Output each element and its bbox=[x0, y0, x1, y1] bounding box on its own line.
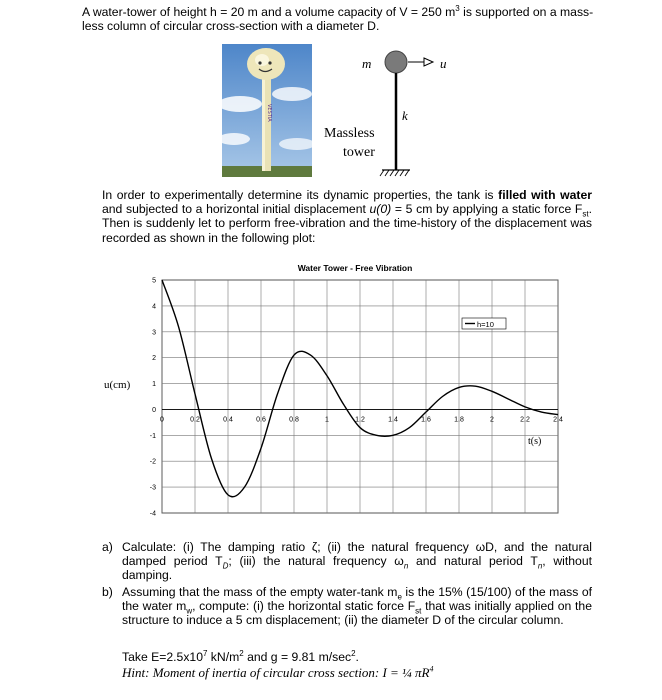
y-tick-label: -1 bbox=[149, 432, 156, 440]
problem-intro: A water-tower of height h = 20 m and a volume capacity of V = 250 $m^3$ is supported on a mass-less column of circular cross-section with a diameter D. bbox=[82, 3, 594, 34]
lumped-mass bbox=[385, 51, 407, 73]
displacement-label: u bbox=[440, 56, 447, 71]
x-tick-label: 1.4 bbox=[388, 416, 398, 424]
y-tick-label: -4 bbox=[149, 510, 156, 518]
water-tower-photo bbox=[222, 44, 312, 177]
y-tick-label: 2 bbox=[152, 355, 156, 363]
y-tick-label: -2 bbox=[149, 458, 156, 466]
chart-grid bbox=[162, 280, 558, 513]
x-tick-label: 2.2 bbox=[520, 416, 530, 424]
massless-label: Massless bbox=[324, 126, 375, 141]
y-tick-label: -3 bbox=[149, 484, 156, 492]
x-tick-label: 2 bbox=[490, 416, 494, 424]
sdof-diagram bbox=[320, 44, 470, 184]
x-tick-label: 0.2 bbox=[190, 416, 200, 424]
x-tick-label: 0.4 bbox=[223, 416, 233, 424]
y-axis-label: u(cm) bbox=[104, 379, 131, 391]
x-tick-label: 0.6 bbox=[256, 416, 266, 424]
photo-caption: VESTIA bbox=[266, 104, 272, 122]
question-b-label: b) bbox=[102, 585, 113, 599]
chart-title: Water Tower - Free Vibration bbox=[297, 263, 413, 273]
x-tick-label: 2.4 bbox=[553, 416, 563, 424]
x-axis-label: t(s) bbox=[528, 436, 542, 447]
y-tick-label: 5 bbox=[152, 277, 156, 285]
x-tick-label: 0 bbox=[160, 416, 164, 424]
stiffness-label: k bbox=[402, 108, 408, 123]
given-constants: Take $E=2.5x10^7$ $kN/m^2$ and g = 9.81 $m/\sec^2$. bbox=[122, 648, 359, 664]
hint-text: Hint: Moment of inertia of circular cross section: I = ¼ $\pi R^4$ bbox=[122, 664, 434, 680]
ground-hatch-icon bbox=[380, 170, 409, 176]
y-tick-label: 4 bbox=[152, 303, 156, 311]
legend-entry: h=10 bbox=[477, 320, 494, 329]
experiment-paragraph: In order to experimentally determine its dynamic properties, the tank is filled with water and subjected to a horizontal initial displacement u(0) = 5 cm by applying a static force $F_{st}$. Then is suddenly let to perform free-vibration and the time-history of the displacement was recorded as shown in the following plot: bbox=[102, 188, 592, 245]
arrow-head-icon bbox=[424, 58, 433, 66]
x-tick-label: 0.8 bbox=[289, 416, 299, 424]
free-vibration-chart bbox=[100, 258, 568, 530]
y-tick-label: 0 bbox=[152, 406, 156, 414]
x-tick-label: 1 bbox=[325, 416, 329, 424]
y-tick-label: 3 bbox=[152, 329, 156, 337]
y-tick-labels bbox=[150, 278, 156, 518]
x-tick-label: 1.8 bbox=[454, 416, 464, 424]
tower-label: tower bbox=[343, 145, 375, 160]
mass-label: m bbox=[362, 56, 372, 71]
y-tick-label: 1 bbox=[152, 381, 156, 389]
question-b: b) Assuming that the mass of the empty water-tank $m_e$ is the 15% (15/100) of the mass of the water $m_w$, compute: (i) the horizontal static force $F_{st}$ that was initially applied on the structure to induce a 5 cm displacement; (ii) the diameter D of the circular column. bbox=[102, 585, 592, 628]
x-tick-label: 1.2 bbox=[355, 416, 365, 424]
question-a-label: a) bbox=[102, 540, 113, 554]
x-tick-label: 1.6 bbox=[421, 416, 431, 424]
question-a: a) Calculate: (i) The damping ratio ζ; (ii) the natural frequency ωD, and the natural damped period $T_D$; (iii) the natural frequency $\omega_n$ and natural period $T_n$, without damping. bbox=[102, 540, 592, 583]
